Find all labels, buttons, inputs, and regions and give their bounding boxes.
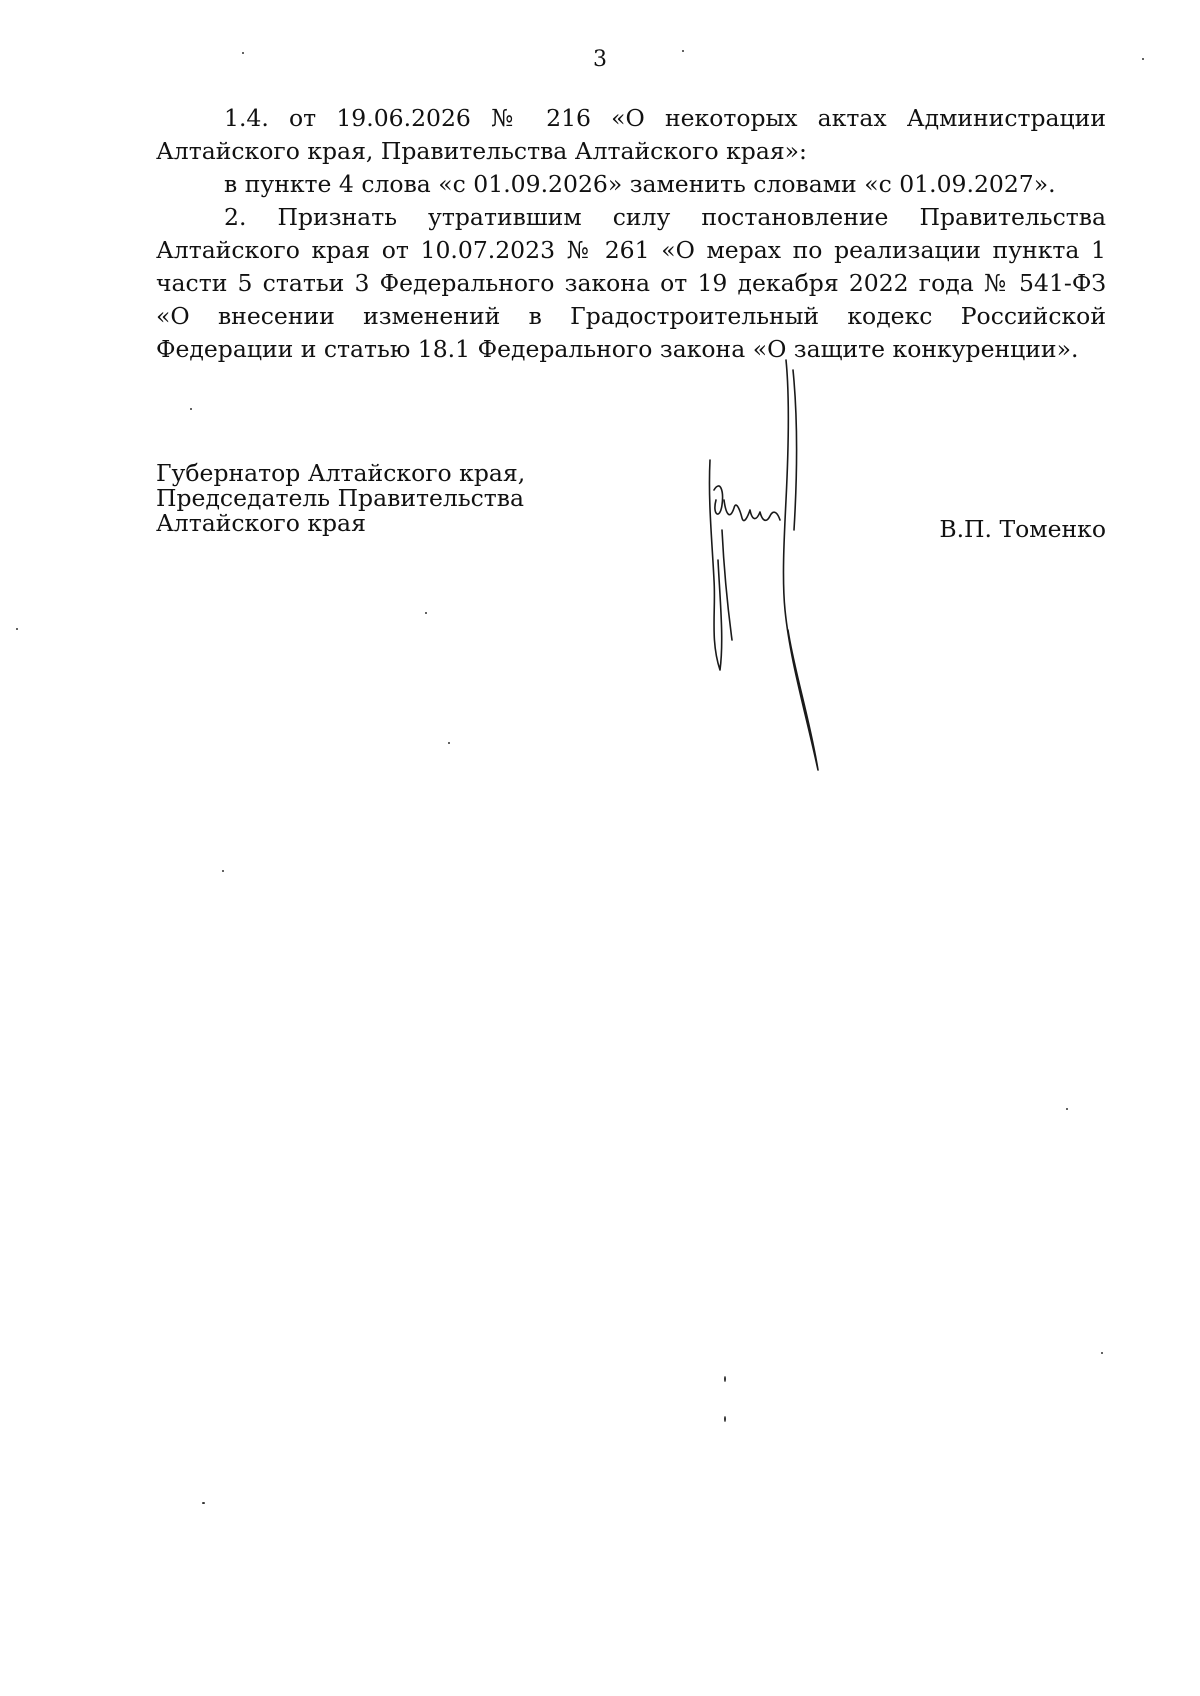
scan-speck [16,628,18,630]
signatory-title-line-3: Алтайского края [156,509,366,537]
scan-speck [190,408,192,410]
paragraph-2: 2. Признать утратившим силу постановление Правительства Алтайского края от 10.07.2023 № 261 «О мерах по реализации пункта 1 части 5 статьи 3 Федерального закона от 19 декабря 2022 года № 541-ФЗ «О внесении изменений в Градостроительный кодекс Российской Федерации и статью 18.1 Федерального закона «О защите конкуренции». [156,203,1106,363]
handwritten-signature [690,340,870,790]
scan-speck [1101,1352,1103,1354]
scan-speck [1142,58,1144,60]
page-number: 3 [593,47,607,72]
scan-speck [202,1502,205,1504]
signatory-title [156,461,576,536]
scan-speck [222,870,224,872]
document-body [156,102,1106,366]
paragraph-1-4: 1.4. от 19.06.2026 № 216 «О некоторых актах Администрации Алтайского края, Правительства Алтайского края»: [156,104,1106,165]
signature-drawing [690,340,870,790]
signatory-title-line-2: Председатель Правительства [156,484,525,512]
scan-speck [448,742,450,744]
scan-speck [1066,1108,1068,1110]
signatory-title-line-1: Губернатор Алтайского края, [156,459,526,487]
signatory-name: В.П. Томенко [939,515,1106,543]
paragraph-amendment: в пункте 4 слова «с 01.09.2026» заменить словами «с 01.09.2027». [224,170,1056,198]
scan-speck [682,50,684,52]
scan-speck [425,612,427,614]
scan-speck [724,1376,726,1382]
scan-speck [724,1416,726,1422]
scan-speck [242,52,244,54]
